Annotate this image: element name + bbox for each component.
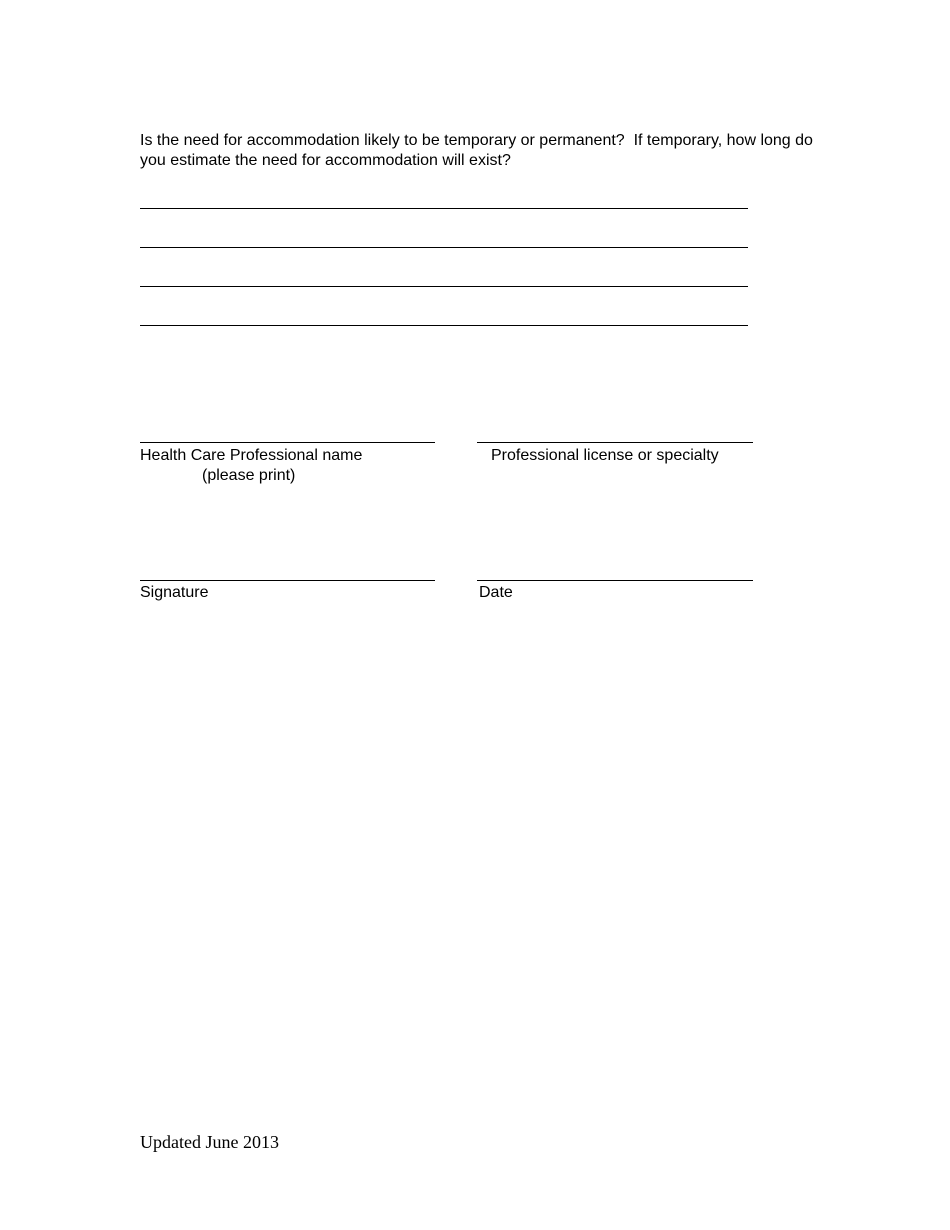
updated-date-footer: Updated June 2013 (140, 1132, 279, 1152)
answer-line-2[interactable] (140, 247, 748, 248)
signature-label: Signature (140, 584, 209, 601)
professional-name-sublabel: (please print) (202, 467, 296, 484)
answer-line-4[interactable] (140, 325, 748, 326)
answer-line-3[interactable] (140, 286, 748, 287)
date-label: Date (479, 584, 513, 601)
date-field[interactable] (477, 580, 753, 581)
accommodation-duration-question: Is the need for accommodation likely to be temporary or permanent? If temporary, how long do you estimate the need for accommodation will exist? (140, 132, 818, 169)
professional-license-label: Professional license or specialty (491, 447, 719, 464)
professional-license-field[interactable] (477, 442, 753, 443)
signature-field[interactable] (140, 580, 435, 581)
professional-name-field[interactable] (140, 442, 435, 443)
answer-line-1[interactable] (140, 208, 748, 209)
professional-name-label: Health Care Professional name (140, 447, 363, 464)
